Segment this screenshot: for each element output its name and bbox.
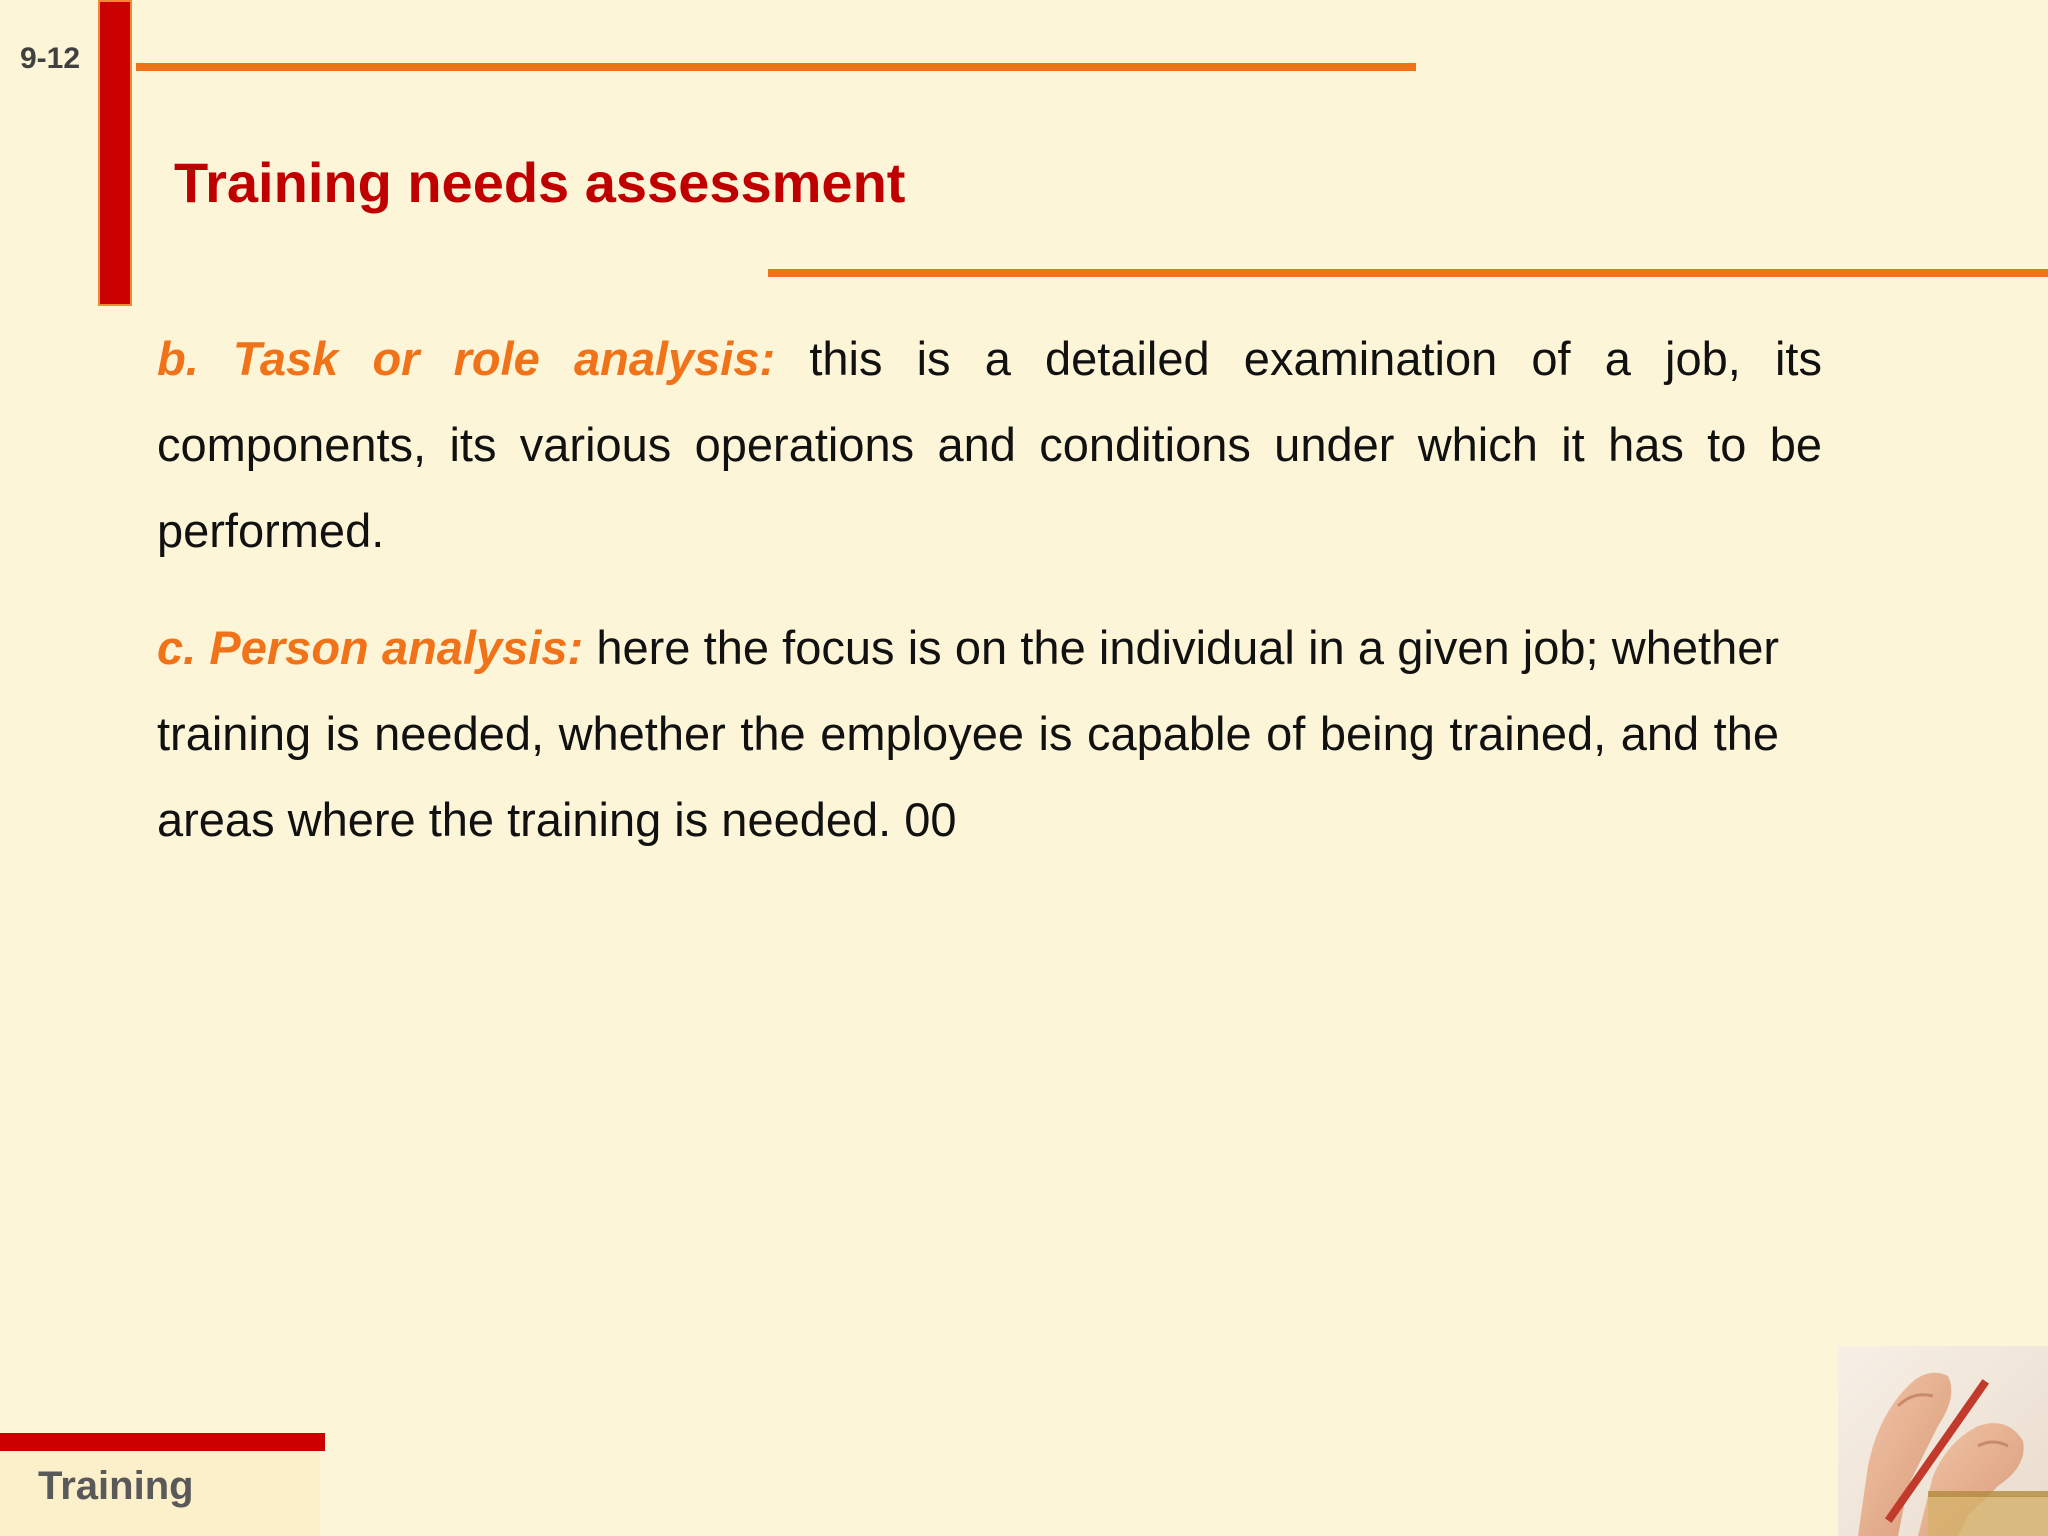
top-divider-line (136, 63, 1416, 71)
hands-writing-photo-icon (1838, 1346, 2048, 1536)
paragraph-person-analysis (157, 605, 1779, 863)
footer-label: Training (38, 1464, 194, 1508)
paragraph-body-task-analysis: this is a detailed examination of a job, its components, its various operations and conditions under which it has to be performed. (157, 332, 1822, 557)
slide-title: Training needs assessment (174, 151, 906, 214)
left-vertical-bar (98, 0, 132, 306)
title-underline (768, 269, 2048, 277)
paragraph-task-analysis (157, 316, 1822, 574)
footer-accent-bar (0, 1433, 325, 1451)
slide-number: 9-12 (20, 42, 81, 75)
paragraph-body-person-analysis: here the focus is on the individual in a given job; whether training is needed, whether the employee is capable of being trained, and the areas where the training is needed. 00 (157, 621, 1780, 846)
paragraph-lead-person-analysis: c. Person analysis: (157, 621, 584, 674)
paragraph-lead-task-analysis: b. Task or role analysis: (157, 332, 776, 385)
